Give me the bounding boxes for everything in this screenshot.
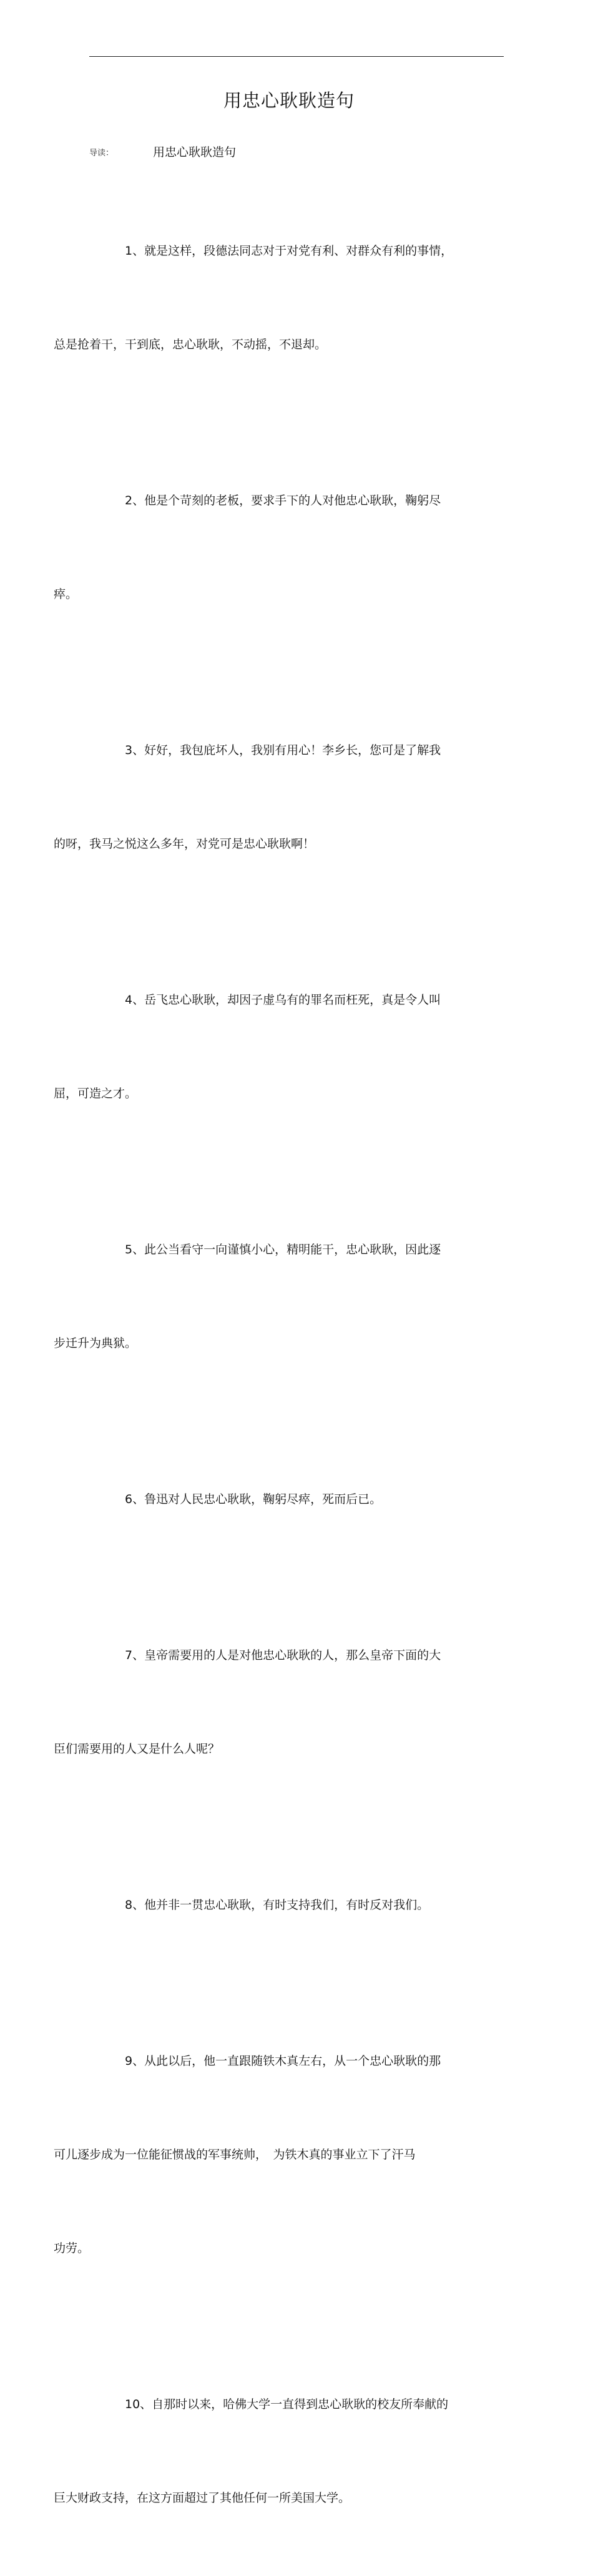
- paragraph-line: 6、鲁迅对人民忠心耿耿，鞠躬尽瘁，死而后已。: [125, 1492, 382, 1506]
- paragraph-line: 2、他是个苛刻的老板，要求手下的人对他忠心耿耿，鞠躬尽: [125, 494, 441, 507]
- page-title: 用忠心耿耿造句: [223, 90, 355, 111]
- paragraph-line: 功劳。: [54, 2241, 90, 2255]
- sentence-paragraph: [54, 1983, 495, 2326]
- sentence-list: [54, 173, 495, 2576]
- paragraph-line: 8、他并非一贯忠心耿耿，有时支持我们，有时反对我们。: [125, 1898, 429, 1912]
- sentence-paragraph: [54, 423, 495, 672]
- paragraph-line: 的呀，我马之悦这么多年，对党可是忠心耿耿啊！: [54, 837, 315, 851]
- sentence-paragraph: [54, 2326, 495, 2576]
- paragraph-line: 7、皇帝需要用的人是对他忠心耿耿的人，那么皇帝下面的大: [125, 1648, 441, 1662]
- paragraph-line: 5、此公当看守一向谨慎小心，精明能干，忠心耿耿，因此逐: [125, 1243, 441, 1256]
- sentence-paragraph: [89, 1421, 495, 1577]
- paragraph-line: 巨大财政支持，在这方面超过了其他任何一所美国大学。: [54, 2491, 351, 2505]
- sentence-paragraph: [54, 1577, 495, 1827]
- paragraph-line: 瘁。: [54, 587, 78, 601]
- header-rule: [89, 56, 504, 57]
- paragraph-line: 可儿逐步成为一位能征惯战的军事统帅， 为铁木真的事业立下了汗马: [54, 2148, 416, 2162]
- sentence-paragraph: [54, 1172, 495, 1421]
- paragraph-line: 屈，可造之才。: [54, 1087, 137, 1100]
- intro-label: 导读：: [89, 149, 114, 158]
- intro-text: 用忠心耿耿造句: [153, 145, 237, 159]
- paragraph-line: 臣们需要用的人又是什么人呢？: [54, 1742, 220, 1756]
- sentence-paragraph: [54, 672, 495, 922]
- paragraph-line: 4、岳飞忠心耿耿，却因子虚乌有的罪名而枉死，真是令人叫: [125, 993, 441, 1007]
- paragraph-line: 步迁升为典狱。: [54, 1336, 137, 1350]
- sentence-paragraph: [54, 922, 495, 1172]
- sentence-paragraph: [89, 1827, 495, 1983]
- paragraph-line: 3、好好，我包庇坏人，我别有用心！李乡长，您可是了解我: [125, 743, 441, 757]
- intro-row: [89, 143, 495, 162]
- paragraph-line: 9、从此以后，他一直跟随铁木真左右，从一个忠心耿耿的那: [125, 2054, 441, 2068]
- paragraph-line: 总是抢着干，干到底，忠心耿耿，不动摇，不退却。: [54, 338, 327, 351]
- paragraph-line: 1、就是这样，段德法同志对于对党有利、对群众有利的事情，: [125, 244, 453, 258]
- paragraph-line: 10、自那时以来，哈佛大学一直得到忠心耿耿的校友所奉献的: [125, 2397, 449, 2411]
- sentence-paragraph: [54, 173, 495, 423]
